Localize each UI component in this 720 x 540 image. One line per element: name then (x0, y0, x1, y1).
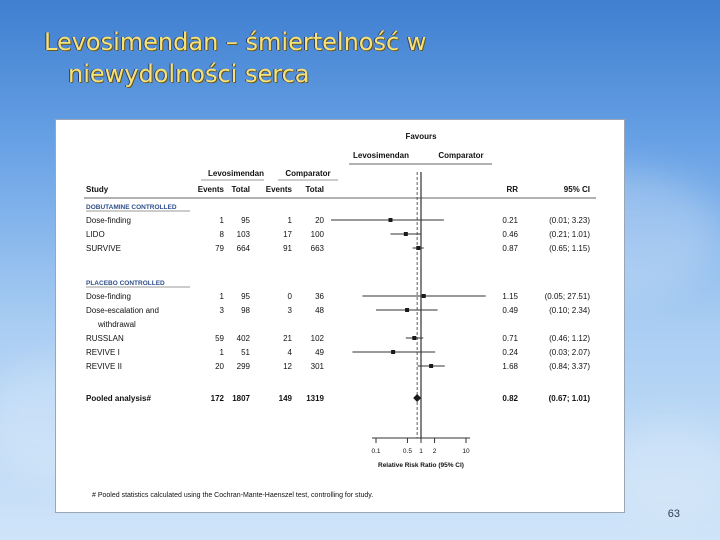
study-2-5-levo-total: 299 (236, 362, 250, 371)
study-2-3-levo-total: 402 (236, 334, 250, 343)
x-tick-label-3: 1 (419, 448, 423, 455)
comparator-group-header: Comparator (285, 169, 331, 178)
study-1-1-point-estimate (388, 218, 392, 222)
column-header-rr: RR (506, 185, 518, 194)
study-2-4-name: REVIVE I (86, 348, 120, 357)
column-header-comp-events: Events (265, 185, 292, 194)
study-1-3-comp-total: 663 (310, 244, 324, 253)
study-2-3-name: RUSSLAN (86, 334, 124, 343)
study-2-2-point-estimate (405, 308, 409, 312)
study-2-5-rr: 1.68 (502, 362, 518, 371)
study-2-4-rr: 0.24 (502, 348, 518, 357)
study-2-3-levo-events: 59 (215, 334, 224, 343)
study-2-3-ci: (0.46; 1.12) (549, 334, 590, 343)
study-2-5-levo-events: 20 (215, 362, 224, 371)
study-2-1-point-estimate (422, 294, 426, 298)
study-2-1-comp-events: 0 (287, 292, 292, 301)
study-2-3-comp-total: 102 (310, 334, 324, 343)
study-1-1-levo-events: 1 (219, 216, 224, 225)
study-2-1-rr: 1.15 (502, 292, 518, 301)
pooled-name: Pooled analysis# (86, 394, 151, 403)
study-1-3-name: SURVIVE (86, 244, 121, 253)
study-2-1-comp-total: 36 (315, 292, 324, 301)
slide-number: 63 (667, 508, 680, 520)
pooled-levo-events: 172 (210, 394, 224, 403)
study-2-4-levo-events: 1 (219, 348, 224, 357)
x-tick-label-5: 10 (462, 448, 470, 455)
footnote: # Pooled statistics calculated using the Cochran-Mante-Haenszel test, controlling for study. (92, 492, 374, 499)
study-1-1-comp-total: 20 (315, 216, 324, 225)
pooled-comp-total: 1319 (306, 394, 324, 403)
study-1-3-comp-events: 91 (283, 244, 292, 253)
slide-title-line-1: Levosimendan – śmiertelność w (44, 28, 427, 56)
study-2-1-levo-events: 1 (219, 292, 224, 301)
study-2-3-comp-events: 21 (283, 334, 292, 343)
pooled-levo-total: 1807 (232, 394, 250, 403)
study-1-3-ci: (0.65; 1.15) (549, 244, 590, 253)
study-1-3-levo-events: 79 (215, 244, 224, 253)
study-2-5-comp-total: 301 (310, 362, 324, 371)
pooled-rr: 0.82 (502, 394, 518, 403)
study-2-2-levo-events: 3 (219, 306, 224, 315)
x-axis-label: Relative Risk Ratio (95% CI) (378, 462, 464, 469)
column-header-comp-total: Total (305, 185, 324, 194)
study-2-2-levo-total: 98 (241, 306, 250, 315)
favours-comparator-label: Comparator (438, 151, 484, 160)
column-header-study: Study (86, 185, 109, 194)
column-header-ci: 95% CI (563, 185, 590, 194)
section-label-2: PLACEBO CONTROLLED (86, 280, 165, 287)
study-1-2-name: LIDO (86, 230, 105, 239)
x-tick-label-2: 0.5 (402, 448, 412, 455)
column-header-levo-total: Total (231, 185, 250, 194)
pooled-ci: (0.67; 1.01) (548, 394, 590, 403)
study-1-1-name: Dose-finding (86, 216, 131, 225)
x-tick-label-4: 2 (432, 448, 437, 455)
study-2-4-point-estimate (391, 350, 395, 354)
section-label-1: DOBUTAMINE CONTROLLED (86, 204, 177, 211)
study-2-3-point-estimate (412, 336, 416, 340)
study-1-3-levo-total: 664 (236, 244, 250, 253)
study-2-4-ci: (0.03; 2.07) (549, 348, 590, 357)
study-2-3-rr: 0.71 (502, 334, 518, 343)
slide-title-line-2: niewydolności serca (68, 60, 310, 88)
study-1-1-ci: (0.01; 3.23) (549, 216, 590, 225)
study-1-2-levo-total: 103 (236, 230, 250, 239)
study-2-5-ci: (0.84; 3.37) (549, 362, 590, 371)
favours-label: Favours (405, 132, 437, 141)
study-2-1-ci: (0.05; 27.51) (544, 292, 590, 301)
study-1-2-rr: 0.46 (502, 230, 518, 239)
study-2-4-comp-total: 49 (315, 348, 324, 357)
study-2-2-comp-total: 48 (315, 306, 324, 315)
column-header-levo-events: Events (197, 185, 224, 194)
study-1-1-levo-total: 95 (241, 216, 250, 225)
study-2-2-ci: (0.10; 2.34) (549, 306, 590, 315)
study-1-1-rr: 0.21 (502, 216, 518, 225)
study-2-4-levo-total: 51 (241, 348, 250, 357)
slide-title (44, 26, 426, 90)
x-tick-label-1: 0.1 (371, 448, 381, 455)
study-1-2-point-estimate (404, 232, 408, 236)
study-1-1-comp-events: 1 (287, 216, 292, 225)
study-2-1-name: Dose-finding (86, 292, 131, 301)
study-2-5-point-estimate (429, 364, 433, 368)
study-2-1-levo-total: 95 (241, 292, 250, 301)
levosimendan-group-header: Levosimendan (207, 169, 265, 178)
pooled-comp-events: 149 (278, 394, 292, 403)
study-2-5-comp-events: 12 (283, 362, 292, 371)
pooled-diamond (413, 394, 421, 402)
study-1-2-ci: (0.21; 1.01) (549, 230, 590, 239)
forest-plot (56, 120, 624, 512)
study-1-2-comp-total: 100 (310, 230, 324, 239)
study-2-5-name: REVIVE II (86, 362, 123, 371)
study-2-2-comp-events: 3 (287, 306, 292, 315)
study-2-2-rr: 0.49 (502, 306, 518, 315)
study-1-3-rr: 0.87 (502, 244, 518, 253)
forest-plot-figure (55, 119, 625, 513)
study-1-3-point-estimate (416, 246, 420, 250)
study-2-2-name: Dose-escalation and (86, 306, 159, 315)
study-2-4-comp-events: 4 (287, 348, 292, 357)
favours-levosimendan-label: Levosimendan (352, 151, 410, 160)
study-2-2-name-cont: withdrawal (98, 320, 136, 329)
study-1-2-levo-events: 8 (219, 230, 224, 239)
study-1-2-comp-events: 17 (283, 230, 292, 239)
